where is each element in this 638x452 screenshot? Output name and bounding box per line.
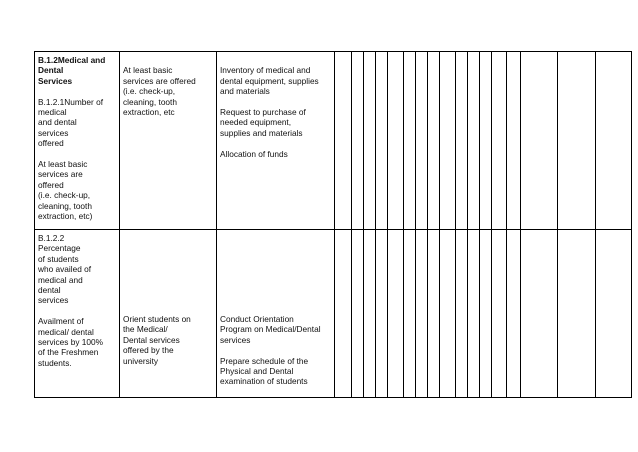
activity-item: Conduct Orientation Program on Medical/Dental services — [220, 314, 321, 345]
empty-cell — [364, 52, 376, 230]
empty-cell — [480, 230, 492, 398]
strategy-text: Orient students on the Medical/ Dental services offered by the university — [123, 314, 191, 366]
activity-item: Request to purchase of needed equipment, supplies and materials — [220, 107, 306, 138]
empty-cell — [440, 230, 456, 398]
empty-cell — [521, 230, 558, 398]
activities-cell — [217, 52, 335, 230]
indicator-text: B.1.2.1Number of medical and dental services offered — [38, 96, 104, 149]
empty-cell — [492, 230, 507, 398]
empty-cell — [416, 230, 428, 398]
empty-cell — [376, 230, 388, 398]
empty-cell — [558, 230, 596, 398]
empty-cell — [521, 52, 558, 230]
empty-cell — [388, 52, 404, 230]
indicator-cell — [35, 52, 120, 230]
empty-cell — [596, 52, 632, 230]
strategy-cell — [120, 52, 217, 230]
operational-plan-table — [34, 51, 632, 398]
empty-cell — [468, 230, 480, 398]
empty-cell — [404, 230, 416, 398]
activity-item: Prepare schedule of the Physical and Dental examination of students — [220, 355, 309, 387]
table-row — [35, 230, 632, 398]
indicator-text: B.1.2.2 Percentage of students who availed of medical and dental services — [38, 233, 92, 306]
empty-cell — [507, 230, 521, 398]
empty-cell — [596, 230, 632, 398]
empty-cell — [404, 52, 416, 230]
empty-cell — [456, 230, 468, 398]
empty-cell — [388, 230, 404, 398]
empty-cell — [456, 52, 468, 230]
table-row — [35, 52, 632, 230]
empty-cell — [376, 52, 388, 230]
target-text: Availment of medical/ dental services by 100% of the Freshmen students. — [38, 316, 104, 368]
empty-cell — [440, 52, 456, 230]
empty-cell — [492, 52, 507, 230]
strategy-text: At least basic services are offered (i.e. check-up, cleaning, tooth extraction, etc — [123, 65, 196, 118]
empty-cell — [352, 230, 364, 398]
activities-cell — [217, 230, 335, 398]
empty-cell — [335, 230, 352, 398]
empty-cell — [364, 230, 376, 398]
strategy-cell — [120, 230, 217, 398]
target-text: At least basic services are offered (i.e. check-up, cleaning, tooth extraction, etc) — [38, 159, 93, 222]
activity-item: Allocation of funds — [220, 148, 288, 159]
empty-cell — [428, 52, 440, 230]
empty-cell — [335, 52, 352, 230]
empty-cell — [480, 52, 492, 230]
empty-cell — [352, 52, 364, 230]
empty-cell — [416, 52, 428, 230]
empty-cell — [558, 52, 596, 230]
activity-item: Inventory of medical and dental equipment, supplies and materials — [220, 65, 319, 97]
empty-cell — [428, 230, 440, 398]
empty-cell — [507, 52, 521, 230]
indicator-cell — [35, 230, 120, 398]
empty-cell — [468, 52, 480, 230]
section-heading: B.1.2Medical and Dental Services — [38, 55, 106, 86]
